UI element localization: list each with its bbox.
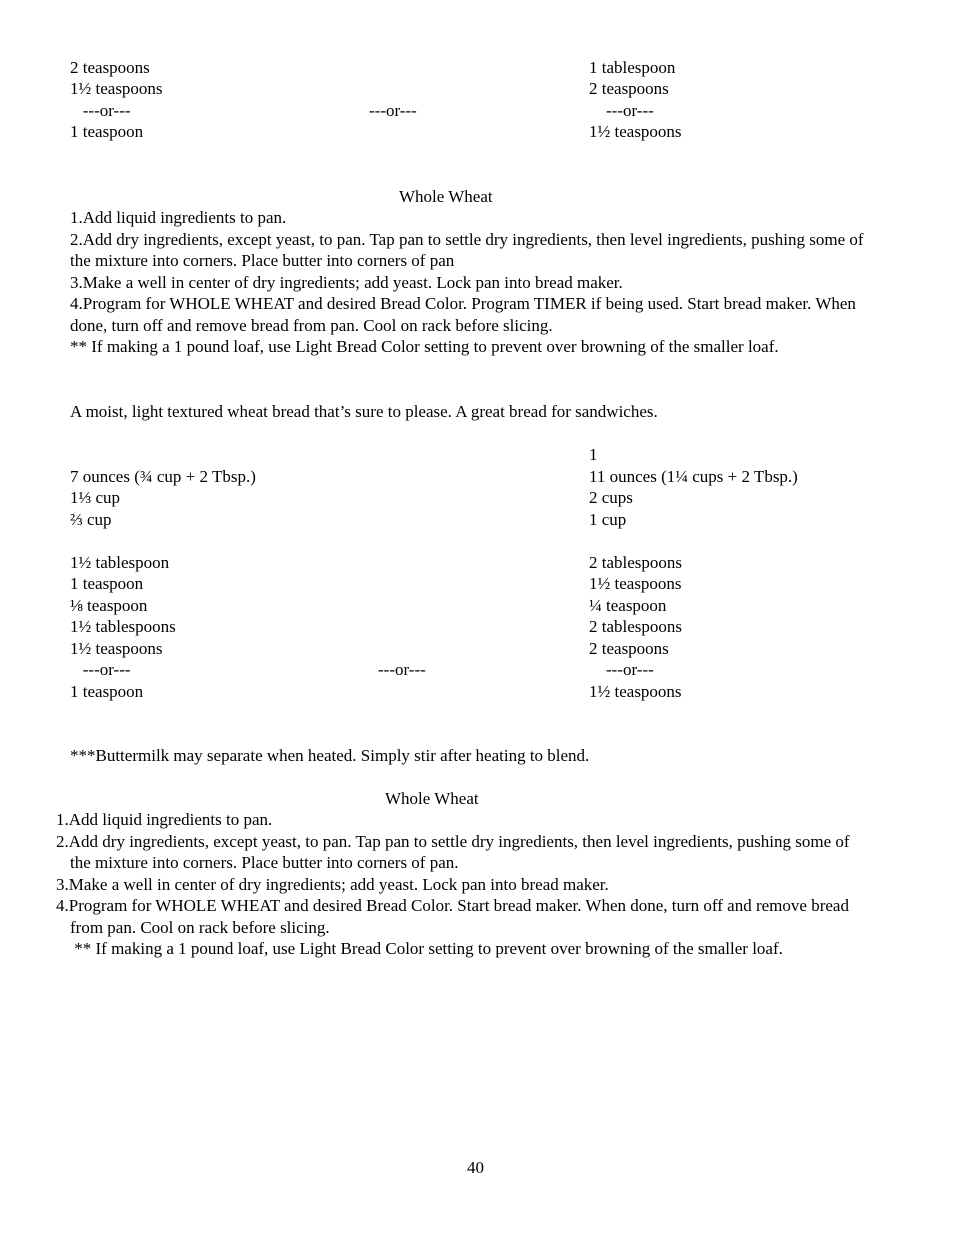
- instruction-note: ** If making a 1 pound loaf, use Light Bread Color setting to prevent over browning of the smaller loaf.: [70, 337, 779, 356]
- table-cell: 1 teaspoon: [70, 682, 144, 701]
- instruction-step: 1.Add liquid ingredients to pan.: [56, 810, 273, 829]
- section-heading: Whole Wheat: [399, 187, 493, 206]
- recipe-description: A moist, light textured wheat bread that’s sure to please. A great bread for sandwiches.: [70, 402, 658, 421]
- table-cell: ⅛ teaspoon: [70, 596, 148, 615]
- table-cell: 1½ teaspoons: [70, 79, 163, 98]
- table-cell: 1½ teaspoons: [589, 574, 682, 593]
- table-cell: 2 cups: [589, 488, 633, 507]
- table-cell: ---or---: [70, 660, 131, 679]
- instruction-step: 3.Make a well in center of dry ingredients; add yeast. Lock pan into bread maker.: [70, 272, 623, 292]
- table-cell: 1⅓ cup: [70, 488, 121, 507]
- buttermilk-note: ***Buttermilk may separate when heated. Simply stir after heating to blend.: [70, 746, 590, 765]
- instruction-step: 2.Add dry ingredients, except yeast, to pan. Tap pan to settle dry ingredients, then level ingredients, pushing some of the mixture into corners. Place butter into corners of pan: [70, 229, 864, 270]
- table-cell: 7 ounces (¾ cup + 2 Tbsp.): [70, 467, 256, 486]
- instructions-list: [70, 207, 870, 358]
- table-cell: 1½ teaspoons: [589, 682, 682, 701]
- instructions-list: [56, 809, 860, 960]
- instruction-step: 2.Add dry ingredients, except yeast, to pan. Tap pan to settle dry ingredients, then level ingredients, pushing some of the mixture into corners. Place butter into corners of pan.: [56, 831, 850, 872]
- table-cell: 1 tablespoon: [589, 58, 676, 77]
- table-cell: 2 teaspoons: [70, 58, 150, 77]
- table-header-cell: 1: [589, 445, 598, 464]
- page-number: 40: [467, 1158, 484, 1177]
- table-cell: 1½ teaspoons: [589, 122, 682, 141]
- instruction-step: 1.Add liquid ingredients to pan.: [70, 208, 287, 227]
- table-cell: 2 tablespoons: [589, 553, 683, 572]
- table-cell: 2 teaspoons: [589, 639, 669, 658]
- table-cell: 1 teaspoon: [70, 122, 144, 141]
- table-cell: ---or---: [369, 101, 417, 120]
- section-heading: Whole Wheat: [385, 789, 479, 808]
- instruction-note: ** If making a 1 pound loaf, use Light Bread Color setting to prevent over browning of the smaller loaf.: [70, 939, 783, 958]
- instruction-step: 3.Make a well in center of dry ingredients; add yeast. Lock pan into bread maker.: [56, 874, 609, 894]
- table-cell: ---or---: [70, 101, 131, 120]
- instruction-step: 4.Program for WHOLE WHEAT and desired Bread Color. Start bread maker. When done, turn off and remove bread from pan. Cool on rack before slicing.: [56, 896, 849, 937]
- table-cell: 1½ teaspoons: [70, 639, 163, 658]
- table-cell: 1 teaspoon: [70, 574, 144, 593]
- table-cell: 1 cup: [589, 510, 627, 529]
- table-cell: 11 ounces (1¼ cups + 2 Tbsp.): [589, 467, 798, 486]
- table-cell: ---or---: [589, 101, 654, 120]
- table-cell: ¼ teaspoon: [589, 596, 667, 615]
- table-cell: 2 teaspoons: [589, 79, 669, 98]
- instruction-step: 4.Program for WHOLE WHEAT and desired Bread Color. Program TIMER if being used. Start bread maker. When done, turn off and remove bread from pan. Cool on rack before slicing.: [70, 294, 856, 335]
- table-cell: ---or---: [589, 660, 654, 679]
- table-cell: 1½ tablespoons: [70, 617, 176, 636]
- table-cell: 1½ tablespoon: [70, 553, 170, 572]
- table-cell: ⅔ cup: [70, 510, 112, 529]
- table-cell: 2 tablespoons: [589, 617, 683, 636]
- table-cell: ---or---: [378, 660, 426, 679]
